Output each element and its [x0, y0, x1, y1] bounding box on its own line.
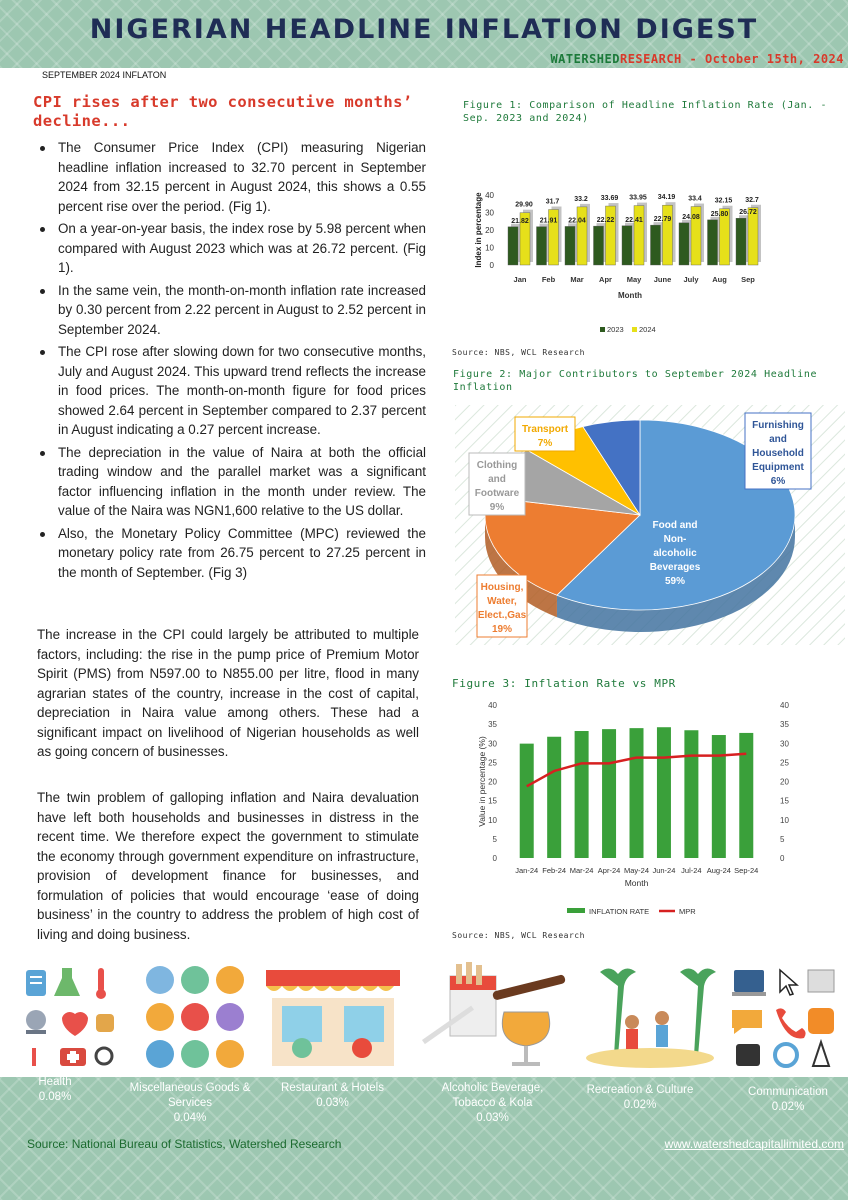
page-title: NIGERIAN HEADLINE INFLATION DIGEST: [89, 14, 759, 45]
x-tick-label: Aug-24: [706, 866, 731, 875]
figure1-chart: [455, 175, 795, 340]
data-label: 22.22: [596, 217, 615, 225]
x-tick-label: Sep-24: [734, 866, 759, 875]
callout-text: Non-: [663, 534, 687, 545]
category-value: 0.03%: [476, 1112, 509, 1124]
callout-text: Elect.,Gas: [477, 610, 527, 621]
bar-inflation: [739, 733, 753, 858]
y-tick-label: 10: [485, 243, 494, 253]
health-icons: [18, 962, 123, 1077]
data-label: 34.19: [657, 194, 676, 202]
bullet-list: [36, 138, 426, 585]
restaurant-icon: [262, 962, 404, 1077]
figure2-title: Figure 2: Major Contributors to September 2024 Headline Inflation: [453, 369, 818, 393]
bar-inflation: [657, 727, 671, 858]
bar-2024: [606, 206, 616, 265]
callout-text: Beverages: [649, 562, 701, 573]
x-tick-label: Jul-24: [681, 866, 702, 875]
figure3-source: Source: NBS, WCL Research: [452, 931, 585, 940]
category-name: Miscellaneous Goods & Services: [129, 1082, 251, 1109]
y-tick-label: 15: [488, 796, 497, 806]
y-tick-label: 25: [488, 758, 497, 768]
category-name: Health: [38, 1076, 72, 1088]
data-label: 21.82: [511, 217, 529, 225]
bullet-item: The CPI rose after slowing down for two consecutive months, July and August 2024. This upward trend reflects the increase in food prices. The month-on-month figure for food prices showed 2.64 percent in September compared to 2.37 percent in August indicating a 0.27 percent increase.: [36, 342, 426, 440]
figure1-title: Figure 1: Comparison of Headline Inflation Rate (Jan. - Sep. 2023 and 2024): [463, 100, 828, 124]
x-tick-label: Jun-24: [652, 866, 676, 875]
y-tick-label: 10: [488, 815, 497, 825]
bullet-item: On a year-on-year basis, the index rose by 5.98 percent when compared with August 2023 which was at 26.72 percent. (Fig 1).: [36, 219, 426, 278]
data-label: 29.90: [515, 201, 533, 209]
category-misc: [125, 1081, 255, 1126]
bar-2023: [736, 218, 746, 265]
brand-date: RESEARCH - October 15th, 2024: [619, 52, 844, 66]
y-tick-label: 30: [488, 739, 497, 749]
legend-swatch: [567, 908, 585, 913]
y-tick-label: 20: [485, 226, 494, 235]
header-subtitle: [550, 52, 844, 66]
callout-text: Food and: [652, 520, 698, 531]
figure2-pie: [455, 405, 845, 645]
category-name: Alcoholic Beverage, Tobacco & Kola: [441, 1082, 544, 1109]
category-value: 0.02%: [771, 1101, 805, 1113]
callout-text: Clothing: [476, 460, 518, 471]
category-name: Recreation & Culture: [586, 1084, 694, 1096]
communication-icons: [728, 962, 838, 1077]
callout-text: and: [488, 474, 506, 485]
callout-text: Household: [752, 448, 804, 459]
category-value: 0.03%: [316, 1097, 349, 1109]
bar-2023: [622, 226, 632, 265]
y2-tick-label: 20: [780, 777, 789, 787]
month-label: SEPTEMBER 2024 INFLATON: [42, 70, 167, 80]
x-tick-label: Mar: [570, 275, 584, 284]
category-value: 0.08%: [38, 1091, 72, 1103]
y2-tick-label: 10: [780, 815, 789, 825]
callout-text: 59%: [664, 576, 686, 587]
bar-inflation: [684, 730, 698, 858]
bar-2023: [594, 226, 604, 265]
callout-text: Transport: [521, 424, 569, 435]
callout-text: 9%: [489, 502, 505, 513]
bar-inflation: [520, 744, 534, 858]
y-tick-label: 40: [488, 701, 497, 710]
x-tick-label: July: [683, 275, 699, 284]
data-label: 33.69: [600, 195, 619, 203]
bar-2024: [634, 206, 644, 265]
x-tick-label: Apr-24: [597, 866, 621, 875]
x-tick-label: Mar-24: [569, 866, 594, 875]
bar-2023: [565, 226, 575, 265]
y2-tick-label: 25: [780, 758, 789, 768]
brand-name: WATERSHED: [550, 52, 620, 66]
recreation-icon: [580, 962, 720, 1077]
x-tick-label: Feb: [541, 275, 556, 284]
data-label: 21.91: [539, 217, 558, 225]
category-health: [5, 1075, 105, 1105]
bar-2023: [708, 220, 718, 265]
category-value: 0.04%: [173, 1112, 207, 1124]
y-tick-label: 30: [485, 208, 494, 218]
category-alcohol: [425, 1081, 560, 1126]
bar-inflation: [712, 735, 726, 858]
y-tick-label: 20: [488, 777, 497, 787]
bullet-item: In the same vein, the month-on-month inflation rate increased by 0.30 percent from 2.22 percent in August to 2.52 percent in September 2024.: [36, 281, 426, 340]
bar-inflation: [602, 729, 616, 858]
y-axis-label: Index in percentage: [474, 192, 483, 268]
category-name: Communication: [748, 1086, 828, 1098]
callout-text: 6%: [770, 476, 786, 487]
bar-2024: [748, 208, 758, 265]
paragraph: The increase in the CPI could largely be attributed to multiple factors, including: the rise in the pump price of Premium Motor Spirit (PMS) from N597.00 to N855.00 per litre, flood in many agrarian states of the country, increase in the cost of capital, depreciation in Naira value among others. These had a significant impact on livelihood of Nigerian households as well as going concern of businesses.: [37, 627, 419, 759]
x-tick-label: Feb-24: [542, 866, 567, 875]
data-label: 24.08: [682, 213, 700, 221]
x-tick-label: Apr: [599, 275, 612, 284]
x-axis-label: Month: [624, 878, 649, 888]
bar-inflation: [547, 737, 561, 858]
x-tick-label: June: [653, 275, 672, 284]
bar-2023: [679, 223, 689, 265]
y-axis-label: Value in percentage (%): [477, 736, 487, 827]
y2-tick-label: 15: [780, 796, 789, 806]
data-label: 25.80: [710, 210, 729, 218]
figure3-title: Figure 3: Inflation Rate vs MPR: [452, 677, 676, 690]
callout-text: Equipment: [752, 462, 804, 473]
data-label: 22.79: [653, 216, 672, 224]
legend-label: 2023: [607, 325, 624, 334]
data-label: 33.4: [688, 195, 702, 203]
data-label: 32.7: [745, 196, 759, 204]
x-tick-label: Aug: [712, 275, 727, 284]
bar-inflation: [575, 731, 589, 858]
y2-tick-label: 40: [780, 701, 789, 710]
y2-tick-label: 30: [780, 739, 789, 749]
callout-text: Furnishing: [752, 420, 804, 431]
callout-text: Footware: [474, 488, 520, 499]
x-tick-label: Jan: [513, 275, 527, 284]
bar-2023: [537, 227, 547, 265]
bullet-item: Also, the Monetary Policy Committee (MPC) reviewed the monetary policy rate from 26.75 percent to 27.25 percent in the month of September. (Fig 3): [36, 524, 426, 583]
y-tick-label: 0: [492, 854, 497, 863]
callout-text: Housing,: [480, 582, 524, 593]
bar-2023: [651, 225, 661, 265]
x-axis-label: Month: [618, 291, 642, 300]
category-recreation: [580, 1083, 700, 1113]
data-label: 32.15: [714, 197, 733, 205]
alcohol-tobacco-icon: [412, 962, 572, 1077]
x-tick-label: Jan-24: [515, 866, 539, 875]
y2-tick-label: 0: [780, 854, 785, 863]
website-link[interactable]: www.watershedcapitallimited.com: [664, 1137, 844, 1151]
y-tick-label: 5: [492, 834, 497, 844]
callout-text: and: [769, 434, 787, 445]
category-communication: [728, 1085, 848, 1115]
data-label: 22.41: [625, 216, 643, 224]
bullet-item: The Consumer Price Index (CPI) measuring Nigerian headline inflation increased to 32.70 percent in September 2024 from 32.15 percent in August 2024, this shows a 0.55 percent rise over the period. (Fig 1).: [36, 138, 426, 216]
y-tick-label: 35: [488, 720, 497, 730]
category-restaurant: [270, 1081, 395, 1111]
data-label: 22.04: [568, 217, 586, 225]
bar-2024: [577, 207, 587, 265]
bullet-item: The depreciation in the value of Naira at both the official trading window and the parallel market was a significant factor influencing inflation in the month under review. The value of the Naira was NGN1,600 relative to the US dollar.: [36, 443, 426, 521]
x-tick-label: Sep: [741, 275, 755, 284]
data-label: 33.95: [629, 194, 647, 202]
category-value: 0.02%: [623, 1099, 657, 1111]
headline: CPI rises after two consecutive months’ decline...: [33, 93, 413, 130]
y-tick-label: 40: [485, 191, 494, 200]
bar-2023: [508, 227, 518, 265]
callout-text: 7%: [537, 438, 553, 449]
data-label: 33.2: [574, 195, 588, 203]
data-label: 26.72: [739, 209, 757, 217]
legend-swatch: [632, 327, 637, 332]
category-name: Restaurant & Hotels: [281, 1082, 384, 1094]
paragraph: The twin problem of galloping inflation and Naira devaluation have left both households and businesses in distress in the recent time. We therefore expect the government to stimulate the economy through government expenditure on infrastructure, provision of development finance for businesses, and formulation of policies that would encourage ‘ease of doing business’ in the country to address the problem of high cost of living and doing business.: [37, 790, 419, 942]
y-tick-label: 0: [489, 261, 494, 270]
callout-text: 19%: [491, 624, 513, 635]
figure1-source: Source: NBS, WCL Research: [452, 348, 585, 357]
y2-tick-label: 5: [780, 834, 785, 844]
x-tick-label: May-24: [623, 866, 650, 875]
header-banner: [0, 0, 848, 68]
legend-label: INFLATION RATE: [589, 907, 650, 916]
callout-text: Water,: [487, 596, 517, 607]
x-tick-label: May: [626, 275, 642, 284]
y2-tick-label: 35: [780, 720, 789, 730]
bar-inflation: [630, 728, 644, 858]
figure3-chart: [455, 695, 815, 920]
footer-source: Source: National Bureau of Statistics, Watershed Research: [27, 1137, 342, 1151]
callout-text: alcoholic: [653, 548, 697, 559]
legend-swatch: [600, 327, 605, 332]
bar-2024: [663, 205, 673, 265]
legend-label: 2024: [639, 325, 656, 334]
data-label: 31.7: [545, 198, 560, 206]
legend-label: MPR: [679, 907, 696, 916]
misc-goods-icons: [140, 962, 250, 1077]
